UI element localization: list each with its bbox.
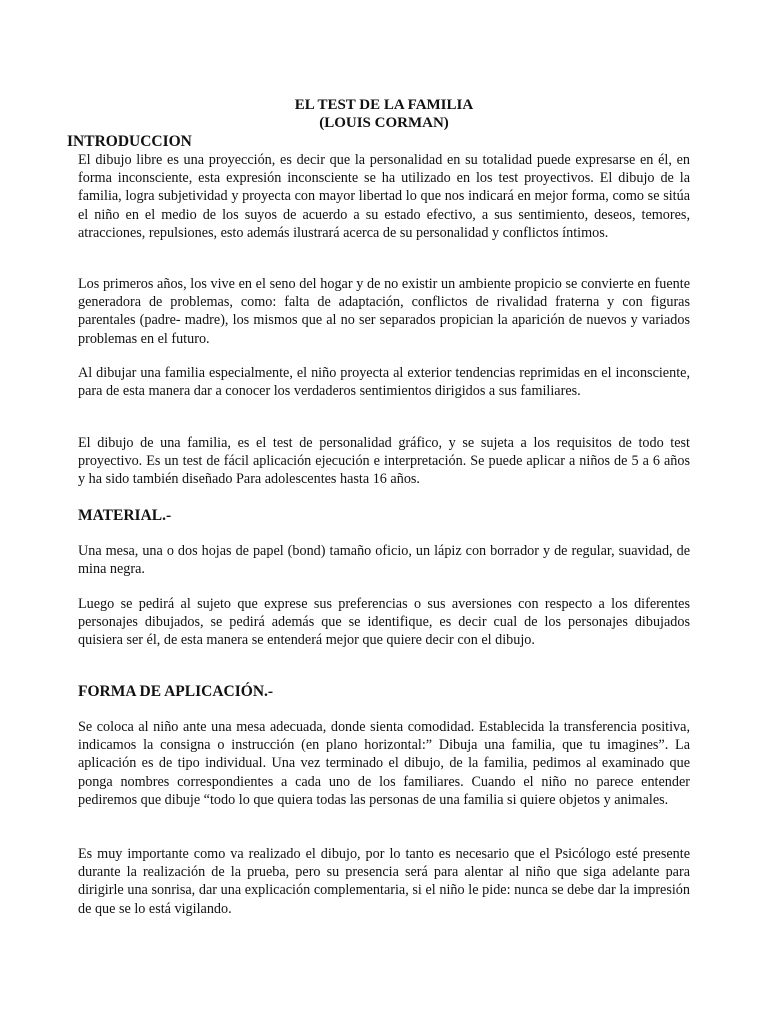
paragraph-aplicacion-1: Se coloca al niño ante una mesa adecuada, donde sienta comodidad. Establecida la transferencia positiva, indicamos la consigna o instrucción (en plano horizontal:” Dibuja una familia, que tu imagines”. La aplicación es de tipo individual. Una vez terminado el dibujo, de la familia, pedimos al examinado que ponga nombres correspondientes a cada uno de los familiares. Cuando el niño no parece entender pediremos que dibuje “todo lo que quiera todas las personas de una familia si quiere objetos y animales.	[78, 719, 690, 808]
paragraph-aplicacion-2: Es muy importante como va realizado el dibujo, por lo tanto es necesario que el Psicólogo esté presente durante la realización de la prueba, pero su presencia será para alentar al niño que siga adelante para dirigirle una sonrisa, dar una explicación complementaria, si el niño le pide: nunca se debe dar la impresión de que se lo está vigilando.	[78, 846, 690, 917]
paragraph-introduccion-1: El dibujo libre es una proyección, es decir que la personalidad en su totalidad puede expresarse en él, en forma inconsciente, esta expresión inconsciente se ha utilizado en los test proyectivos. El dibujo de la familia, logra subjetividad y proyecta con mayor libertad lo que nos indicará en mejor forma, como se sitúa el niño en el medio de los suyos de acuerdo a su estado efectivo, a sus sentimiento, deseos, temores, atracciones, repulsiones, esto además ilustrará acerca de su personalidad y conflictos íntimos.	[78, 152, 690, 241]
heading-forma-de-aplicacion: FORMA DE APLICACIÓN.-	[78, 683, 274, 700]
document-title: EL TEST DE LA FAMILIA	[294, 97, 474, 113]
heading-introduccion: INTRODUCCION	[67, 133, 192, 150]
heading-material: MATERIAL.-	[78, 507, 172, 524]
paragraph-introduccion-2: Los primeros años, los vive en el seno del hogar y de no existir un ambiente propicio se convierte en fuente generadora de problemas, como: falta de adaptación, conflictos de rivalidad fraterna y con figuras parentales (padre- madre), los mismos que al no ser separados propician la aparición de nuevos y variados problemas en el futuro.	[78, 276, 690, 347]
paragraph-introduccion-3: Al dibujar una familia especialmente, el niño proyecta al exterior tendencias reprimidas en el inconsciente, para de esta manera dar a conocer los verdaderos sentimientos dirigidos a sus familiares.	[78, 365, 690, 400]
paragraph-introduccion-4: El dibujo de una familia, es el test de personalidad gráfico, y se sujeta a los requisitos de todo test proyectivo. Es un test de fácil aplicación ejecución e interpretación. Se puede aplicar a niños de 5 a 6 años y ha sido también diseñado Para adolescentes hasta 16 años.	[78, 435, 690, 488]
paragraph-material-1: Una mesa, una o dos hojas de papel (bond) tamaño oficio, un lápiz con borrador y de regular, suavidad, de mina negra.	[78, 543, 690, 578]
paragraph-material-2: Luego se pedirá al sujeto que exprese sus preferencias o sus aversiones con respecto a los diferentes personajes dibujados, se pedirá además que se identifique, es decir cual de los personajes dibujados quisiera ser él, de esta manera se entenderá mejor que quiere decir con el dibujo.	[78, 596, 690, 649]
document-subtitle: (LOUIS CORMAN)	[319, 115, 449, 131]
